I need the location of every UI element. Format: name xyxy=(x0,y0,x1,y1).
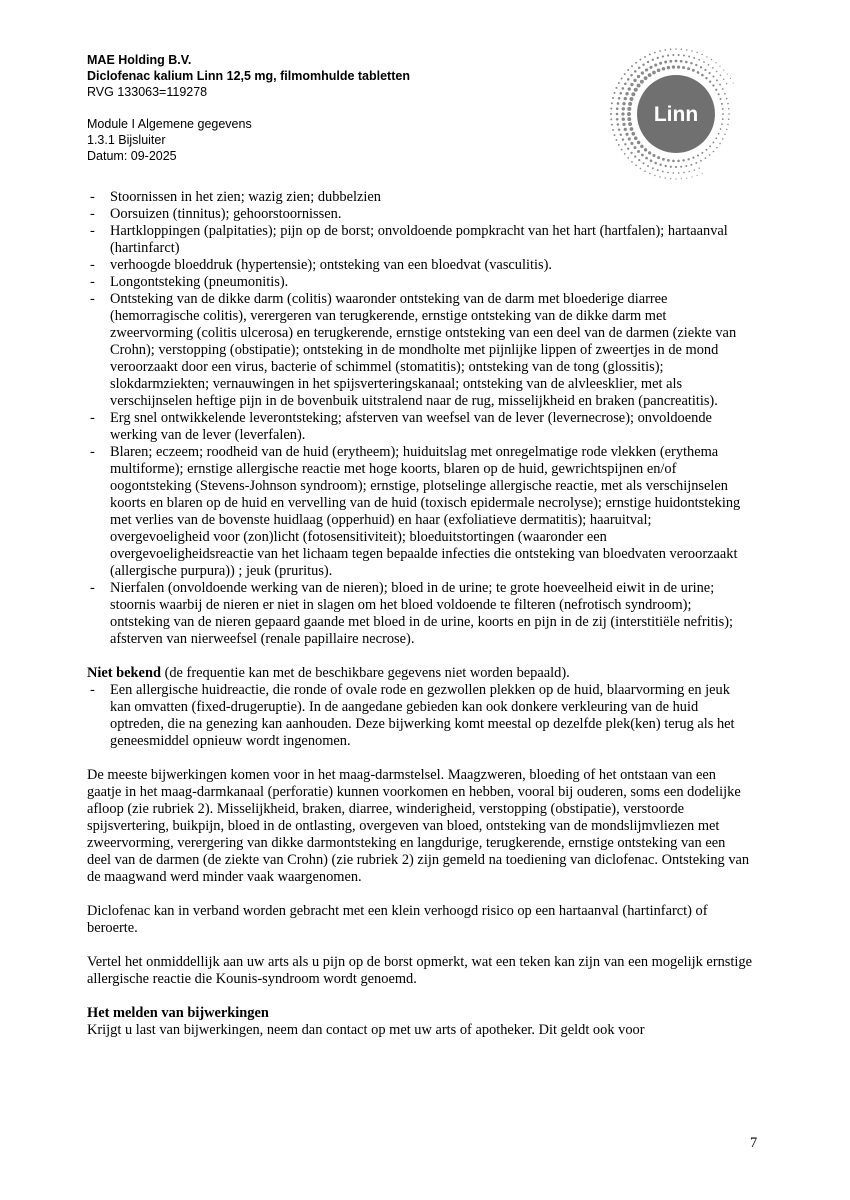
logo-dot xyxy=(650,159,653,162)
logo-dot xyxy=(682,159,684,161)
logo-dot xyxy=(610,118,612,120)
logo-dot xyxy=(726,98,728,100)
logo-dot xyxy=(617,123,620,126)
logo-dot xyxy=(722,113,724,115)
logo-dot xyxy=(622,102,625,105)
logo-dot xyxy=(664,165,666,167)
logo-dot xyxy=(627,69,629,71)
logo-dot xyxy=(652,59,654,61)
logo-text: Linn xyxy=(653,103,699,126)
logo-dot xyxy=(718,133,720,135)
logo-dot xyxy=(641,154,644,157)
logo-dot xyxy=(610,113,612,115)
logo-dot xyxy=(675,60,678,63)
logo-dot xyxy=(614,134,616,136)
logo-dot xyxy=(640,80,644,84)
logo-dot xyxy=(611,102,613,104)
logo-dot xyxy=(700,160,702,162)
logo-dot xyxy=(622,138,624,140)
list-item-text: Ontsteking van de dikke darm (colitis) waaronder ontsteking van de darm met bloederige diarree (hemorragische colitis), verergeren van terugkerende, ernstige ontsteking van de dikke darm met zweervorming (colitis ulcerosa) en terugkerende, ernstige ontsteking van een deel van de darmen (ziekte van Crohn); verstopping (obstipatie); ontsteking in de mondholte met pijnlijke lippen of zweertjes in de mond veroorzaakt door een virus, bacterie of schimmel (stomatitis); ontsteking van de tong (glossitis); slokdarmziekten; vernauwingen in het spijsverteringskanaal; ontsteking van de alvleesklier, met als verschijnselen heftige pijn in de bovenbuik uitstralend naar de rug, misselijkheid en braken (pancreatitis). xyxy=(110,291,737,409)
logo-dot xyxy=(647,61,649,63)
logo-dot xyxy=(610,108,612,110)
list-item xyxy=(87,189,752,206)
logo-dot xyxy=(705,77,707,79)
logo-dot xyxy=(686,178,687,179)
logo-dot xyxy=(624,128,627,131)
logo-dot xyxy=(638,159,640,161)
logo-dot xyxy=(680,166,682,168)
logo-dot xyxy=(700,66,702,68)
list-item-text: Blaren; eczeem; roodheid van de huid (erytheem); huiduitslag met onregelmatige rode vlekken (erythema multiforme); ernstige allergische reactie met hoge koorts, blaren op de huid, gewrichtspijnen en/of oogontsteking (Stevens-Johnson syndroom); ernstige, plotselinge allergische reactie, met als verschijnselen koorts en blaren op de huid en vervelling van de huid (toxisch epidermale necrolyse); ernstige huidontsteking met verlies van de bovenste huidlaag (opperhuid) en haar (exfoliatieve dermatitis); haaruitval; overgevoeligheid voor (zon)licht (fotosensitiviteit); bloeduitstortingen (waaronder een overgevoeligheidsreactie van het lichaam tegen bepaalde infecties die ontsteking van bloedvaten veroorzaakt (allergische purpura)) ; jeuk (pruritus). xyxy=(110,444,741,579)
logo-dot xyxy=(612,129,614,131)
logo-dot xyxy=(628,122,632,126)
logo-dot xyxy=(672,160,675,163)
logo-dot xyxy=(645,157,648,160)
logo-dot xyxy=(629,97,633,101)
list-item-text: Hartkloppingen (palpitaties); pijn op de borst; onvoldoende pompkracht van het hart (hartfalen); hartaanval (hartinfarct) xyxy=(110,223,728,256)
logo-dot xyxy=(622,118,625,121)
logo-dot xyxy=(687,158,689,160)
logo-dot xyxy=(630,142,633,145)
linn-logo xyxy=(605,38,747,180)
logo-dot xyxy=(667,159,670,162)
logo-dot xyxy=(644,170,646,172)
company-name: MAE Holding B.V. xyxy=(87,53,192,67)
logo-dot xyxy=(704,69,706,71)
logo-dot xyxy=(620,134,622,136)
logo-dot xyxy=(645,68,648,71)
list-item xyxy=(87,206,752,223)
niet-bekend-label: Niet bekend xyxy=(87,665,161,681)
logo-dot xyxy=(669,60,672,63)
logo-dot xyxy=(695,64,697,66)
logo-dot xyxy=(691,50,692,51)
logo-dot xyxy=(627,157,629,159)
logo-dot xyxy=(675,48,677,50)
logo-dot xyxy=(721,123,723,125)
logo-dot xyxy=(644,76,648,80)
logo-dot xyxy=(627,148,629,150)
logo-dot xyxy=(659,62,662,65)
logo-dot xyxy=(640,145,643,148)
logo-dot xyxy=(637,150,640,153)
logo-dot xyxy=(634,136,638,140)
logo-dot xyxy=(659,164,661,166)
logo-dot xyxy=(647,165,649,167)
logo-dot xyxy=(716,71,718,73)
logo-dot xyxy=(719,66,720,67)
logo-dot xyxy=(698,168,699,169)
logo-dot xyxy=(644,148,647,151)
logo-dot xyxy=(631,65,633,67)
logo-dot xyxy=(728,108,730,110)
logo-dot xyxy=(614,92,616,94)
logo-dot xyxy=(692,157,694,159)
logo-dot xyxy=(685,61,688,64)
logo-dot xyxy=(709,72,711,74)
logo-dot xyxy=(642,162,644,164)
logo-dot xyxy=(705,157,707,159)
logo-dot xyxy=(652,167,654,169)
bullet-dash: - xyxy=(90,682,95,698)
logo-dot xyxy=(722,88,724,90)
paragraph-gastro: De meeste bijwerkingen komen voor in het maag-darmstelsel. Maagzweren, bloeding of het ontstaan van een gaatje in het maag-darmkanaal (perforatie) kunnen voorkomen en hebben, vooral bij ouderen, soms een dodelijke afloop (zie rubriek 2). Misselijkheid, braken, diarree, winderigheid, verstopping (obstipatie), verstoorde spijsvertering, buikpijn, bloed in de ontlasting, overgeven van bloed, ontsteking van de mondslijmvliezen met zweervorming, verergering van dikke darmontsteking en langdurige, terugkerende, ernstige ontsteking van een deel van de darmen (de ziekte van Crohn) (zie rubriek 2) zijn gemeld na toediening van diclofenac. Ontsteking van de maagwand werd minder vaak waargenomen. xyxy=(87,767,750,885)
logo-dot xyxy=(649,54,651,56)
logo-dot xyxy=(634,70,637,73)
logo-dot xyxy=(711,59,712,60)
logo-dot xyxy=(616,139,618,141)
logo-dot xyxy=(630,152,632,154)
logo-dot xyxy=(715,137,717,139)
logo-dot xyxy=(727,103,729,105)
logo-dot xyxy=(627,107,631,111)
logo-dot xyxy=(706,56,707,57)
logo-dot xyxy=(625,133,628,136)
logo-dot xyxy=(616,118,619,121)
logo-dot xyxy=(691,176,692,177)
logo-dot xyxy=(640,168,642,170)
logo-dot xyxy=(690,164,692,166)
logo-dot xyxy=(615,87,617,89)
paragraph-kounis: Vertel het onmiddellijk aan uw arts als u pijn op de borst opmerkt, wat een teken kan zijn van een mogelijk ernstige allergische reactie die Kounis-syndroom wordt genoemd. xyxy=(87,954,752,987)
logo-dot xyxy=(627,112,631,116)
bullet-dash: - xyxy=(90,257,95,273)
logo-dot xyxy=(681,48,683,50)
logo-dot xyxy=(649,173,651,175)
logo-dot xyxy=(640,59,642,61)
logo-dot xyxy=(716,79,718,81)
logo-dot xyxy=(728,113,730,115)
list-item-text: Oorsuizen (tinnitus); gehoorstoornissen. xyxy=(110,206,342,222)
logo-dot xyxy=(622,107,625,110)
logo-dot xyxy=(657,156,660,159)
logo-dot xyxy=(670,178,671,179)
logo-dot xyxy=(697,154,699,156)
product-name: Diclofenac kalium Linn 12,5 mg, filmomhulde tabletten xyxy=(87,69,410,83)
logo-dot xyxy=(618,128,620,130)
list-item xyxy=(87,580,752,648)
logo-dot xyxy=(695,162,697,164)
logo-dot xyxy=(635,62,637,64)
list-item xyxy=(87,682,752,750)
logo-dot xyxy=(712,84,714,86)
paragraph-heart-risk: Diclofenac kan in verband worden gebracht met een klein verhoogd risico op een hartaanval (hartinfarct) of beroerte. xyxy=(87,903,708,936)
logo-dot xyxy=(648,151,651,154)
list-item xyxy=(87,257,752,274)
list-item-text: Stoornissen in het zien; wazig zien; dubbelzien xyxy=(110,189,381,205)
logo-dot xyxy=(630,74,633,77)
logo-dot xyxy=(720,128,722,130)
list-item xyxy=(87,291,752,410)
logo-dot xyxy=(715,89,717,91)
logo-dot xyxy=(616,107,619,110)
logo-dot xyxy=(678,54,680,56)
niet-bekend-list xyxy=(87,682,752,750)
page-number: 7 xyxy=(750,1135,758,1151)
logo-dot xyxy=(624,82,627,85)
logo-dot xyxy=(693,57,695,59)
logo-dot xyxy=(664,49,666,51)
logo-dot xyxy=(683,172,685,174)
module-label: Module I Algemene gegevens xyxy=(87,117,252,131)
logo-dot xyxy=(694,169,695,170)
logo-dot xyxy=(662,158,665,161)
logo-dot xyxy=(727,74,728,75)
logo-dot xyxy=(634,88,638,92)
logo-dot xyxy=(722,108,724,110)
logo-dot xyxy=(631,92,635,96)
logo-dot xyxy=(690,62,692,64)
logo-dot xyxy=(652,154,655,157)
logo-dot xyxy=(709,145,711,147)
logo-dot xyxy=(687,67,690,70)
logo-dot xyxy=(726,83,727,84)
logo-dot xyxy=(720,98,722,100)
logo-dot xyxy=(727,124,729,126)
logo-dot xyxy=(638,67,640,69)
logo-dot xyxy=(686,49,688,51)
logo-dot xyxy=(712,142,714,144)
logo-dot xyxy=(692,69,695,72)
logo-dot xyxy=(724,93,726,95)
logo-dot xyxy=(718,93,720,95)
bullet-dash: - xyxy=(90,580,95,596)
list-item-text: verhoogde bloeddruk (hypertensie); ontsteking van een bloedvat (vasculitis). xyxy=(110,257,552,273)
logo-dot xyxy=(722,118,724,120)
logo-dot xyxy=(712,76,714,78)
logo-dot xyxy=(637,141,641,145)
logo-dot xyxy=(659,176,660,177)
list-item xyxy=(87,274,752,291)
logo-dot xyxy=(627,117,631,121)
logo-dot xyxy=(664,61,667,64)
logo-dot xyxy=(633,79,636,82)
logo-dot xyxy=(634,156,636,158)
logo-dot xyxy=(720,74,722,76)
logo-dot xyxy=(709,154,711,156)
logo-dot xyxy=(621,112,624,115)
logo-dot xyxy=(681,178,682,179)
logo-dot xyxy=(624,143,626,145)
logo-dot xyxy=(688,56,690,58)
logo-dot xyxy=(612,97,614,99)
logo-dot xyxy=(677,65,680,68)
logo-dot xyxy=(624,73,626,75)
logo-dot xyxy=(624,97,627,100)
logo-dot xyxy=(631,161,633,163)
document-date: Datum: 09-2025 xyxy=(87,149,177,163)
logo-dot xyxy=(619,92,622,95)
logo-dot xyxy=(682,66,685,69)
logo-dot xyxy=(716,147,718,149)
bullet-dash: - xyxy=(90,410,95,426)
logo-dot xyxy=(670,166,672,168)
logo-dot xyxy=(624,153,626,155)
logo-dot xyxy=(722,138,724,140)
logo-dot xyxy=(673,172,675,174)
logo-dot xyxy=(724,134,726,136)
bullet-dash: - xyxy=(90,206,95,222)
logo-dot xyxy=(654,63,657,66)
logo-dot xyxy=(622,123,625,126)
logo-dot xyxy=(675,166,677,168)
niet-bekend-heading xyxy=(87,665,752,682)
logo-dot xyxy=(617,102,620,105)
logo-dot xyxy=(618,144,620,146)
logo-dot xyxy=(708,64,710,66)
logo-dot xyxy=(652,71,656,75)
logo-dot xyxy=(634,146,637,149)
logo-dot xyxy=(675,178,676,179)
list-item xyxy=(87,444,752,580)
logo-dot xyxy=(631,132,635,136)
bullet-dash: - xyxy=(90,274,95,290)
logo-dot xyxy=(698,59,700,61)
logo-dot xyxy=(719,84,721,86)
logo-dot xyxy=(685,165,687,167)
logo-dot xyxy=(680,60,683,63)
logo-dot xyxy=(672,54,674,56)
logo-dot xyxy=(654,52,656,54)
logo-dot xyxy=(637,84,641,88)
logo-dot xyxy=(688,171,690,173)
bullet-dash: - xyxy=(90,444,95,460)
list-item xyxy=(87,223,752,257)
logo-dot xyxy=(644,56,646,58)
logo-dot xyxy=(628,102,632,106)
bullet-dash: - xyxy=(90,189,95,205)
logo-dot xyxy=(726,129,728,131)
bullet-dash: - xyxy=(90,291,95,307)
logo-dot xyxy=(618,82,620,84)
logo-dot xyxy=(702,173,703,174)
section-label: 1.3.1 Bijsluiter xyxy=(87,133,166,147)
leaflet-body xyxy=(87,189,752,1039)
logo-dot xyxy=(665,177,666,178)
logo-dot xyxy=(621,77,623,79)
logo-dot xyxy=(721,103,723,105)
logo-dot xyxy=(701,152,703,154)
logo-dot xyxy=(723,79,724,80)
logo-dot xyxy=(622,87,625,90)
logo-dot xyxy=(703,61,705,63)
logo-dot xyxy=(630,127,634,131)
logo-dot xyxy=(628,137,631,140)
logo-dot xyxy=(672,65,675,68)
logo-dot xyxy=(701,54,702,55)
logo-dot xyxy=(705,149,707,151)
logo-dot xyxy=(715,62,716,63)
logo-dot xyxy=(730,78,731,79)
logo-dot xyxy=(630,83,633,86)
logo-dot xyxy=(662,171,664,173)
logo-dot xyxy=(712,67,714,69)
logo-dot xyxy=(648,73,652,77)
list-item-text: Erg snel ontwikkelende leverontsteking; afsterven van weefsel van de lever (levernecrose); onvoldoende werking van de lever (leverfalen). xyxy=(110,410,712,443)
registration-number: RVG 133063=119278 xyxy=(87,85,208,99)
logo-dot xyxy=(667,172,669,174)
logo-dot xyxy=(667,54,669,56)
logo-dot xyxy=(701,74,704,77)
logo-dot xyxy=(678,172,680,174)
logo-dot xyxy=(637,75,640,78)
logo-dot xyxy=(641,71,644,74)
logo-dot xyxy=(621,149,623,151)
logo-dot xyxy=(662,55,664,57)
logo-dot xyxy=(657,69,661,73)
logo-dot xyxy=(654,175,655,176)
logo-dot xyxy=(696,52,697,53)
logo-dot xyxy=(723,69,724,70)
logo-dot xyxy=(654,162,657,165)
logo-dot xyxy=(677,160,680,163)
niet-bekend-text: (de frequentie kan met de beschikbare gegevens niet worden bepaald). xyxy=(160,665,570,681)
logo-dot xyxy=(616,113,619,116)
melden-text: Krijgt u last van bijwerkingen, neem dan contact op met uw arts of apotheker. Dit geldt ook voor xyxy=(87,1022,645,1038)
logo-dot xyxy=(662,67,666,71)
logo-dot xyxy=(683,55,685,57)
logo-dot xyxy=(709,80,711,82)
logo-dot xyxy=(667,66,670,69)
logo-dot xyxy=(635,164,637,166)
list-item-text: Een allergische huidreactie, die ronde of ovale rode en gezwollen plekken op de huid, blaarvorming en jeuk kan omvatten (fixed-drugeruptie). In de aangedane gebieden kan ook donkere verkleuring van de huid optreden, die na genezing kan aanhouden. Deze bijwerking komt meestal op dezelfde plek(ken) terug als het geneesmiddel opnieuw wordt ingenomen. xyxy=(110,682,735,749)
logo-dot xyxy=(627,78,630,81)
side-effects-list xyxy=(87,189,752,648)
melden-heading: Het melden van bijwerkingen xyxy=(87,1005,269,1021)
logo-dot xyxy=(728,118,730,120)
logo-dot xyxy=(670,48,672,50)
document-header xyxy=(87,52,410,164)
logo-dot xyxy=(625,92,628,95)
logo-dot xyxy=(657,169,659,171)
logo-dot xyxy=(649,66,652,69)
bullet-dash: - xyxy=(90,223,95,239)
logo-dot xyxy=(713,151,715,153)
logo-dot xyxy=(733,83,734,84)
logo-dot xyxy=(719,143,721,145)
logo-dot xyxy=(697,71,700,74)
logo-dot xyxy=(611,124,613,126)
list-item-text: Longontsteking (pneumonitis). xyxy=(110,274,289,290)
logo-dot xyxy=(618,97,621,100)
logo-dot xyxy=(628,87,631,90)
logo-dot xyxy=(657,57,659,59)
list-item xyxy=(87,410,752,444)
list-item-text: Nierfalen (onvoldoende werking van de nieren); bloed in de urine; te grote hoeveelheid eiwit in de urine; stoornis waarbij de nieren er niet in slagen om het bloed voldoende te filteren (nefrotisch syndroom); ontsteking van de nieren gepaard gaande met bloed in de urine, koorts en pijn in de zij (interstitiële nefritis); afsterven van nierweefsel (renale papillaire necrose). xyxy=(110,580,733,647)
logo-dot xyxy=(697,175,698,176)
logo-dot xyxy=(659,50,661,52)
logo-dot xyxy=(642,64,644,66)
